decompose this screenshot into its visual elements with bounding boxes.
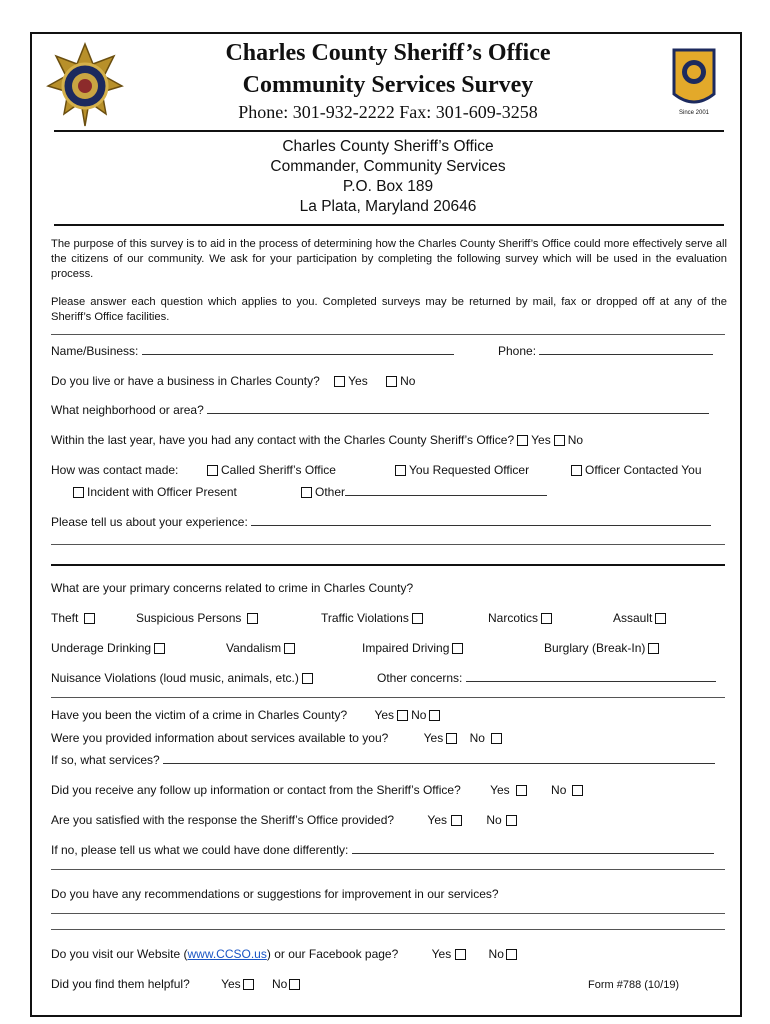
- website-yes-checkbox[interactable]: [455, 949, 466, 960]
- yes-label: Yes: [348, 374, 368, 388]
- no-label: No: [551, 783, 567, 797]
- follow-up-question: Did you receive any follow up information or contact from the Sheriff’s Office?: [51, 783, 461, 797]
- name-label: Name/Business:: [51, 344, 139, 358]
- yes-label: Yes: [531, 433, 551, 447]
- intro-paragraph: The purpose of this survey is to aid in the process of determining how the Charles County Sheriff’s Office could more effectively serve all the citizens of our community. We ask for your participation by completing the following survey which will be used in the evaluation process.: [51, 238, 727, 280]
- traffic-checkbox[interactable]: [412, 613, 423, 624]
- vandalism-checkbox[interactable]: [284, 643, 295, 654]
- followup-no-checkbox[interactable]: [572, 785, 583, 796]
- no-label: No: [567, 433, 584, 447]
- divider: [54, 224, 724, 226]
- divider: [51, 334, 725, 335]
- no-label: No: [469, 731, 485, 745]
- live-no-checkbox[interactable]: [386, 376, 397, 387]
- differently-line[interactable]: [51, 869, 725, 870]
- divider: [54, 130, 724, 132]
- satisfied-yes-checkbox[interactable]: [451, 815, 462, 826]
- experience-line[interactable]: [51, 544, 725, 545]
- concern-label: Assault: [613, 611, 653, 625]
- no-label: No: [486, 813, 502, 827]
- services-no-checkbox[interactable]: [491, 733, 502, 744]
- address-line-2: Commander, Community Services: [270, 158, 506, 175]
- yes-label: Yes: [423, 731, 444, 745]
- no-label: No: [400, 374, 416, 388]
- yes-label: Yes: [490, 783, 510, 797]
- phone-fax-line: Phone: 301-932-2222 Fax: 301-609-3258: [238, 102, 538, 122]
- other-checkbox[interactable]: [301, 487, 312, 498]
- called-checkbox[interactable]: [207, 465, 218, 476]
- victim-no-checkbox[interactable]: [429, 710, 440, 721]
- logo-caption: Since 2001: [678, 110, 710, 116]
- officer-contacted-checkbox[interactable]: [571, 465, 582, 476]
- experience-input[interactable]: [251, 515, 711, 526]
- live-question: Do you live or have a business in Charles County?: [51, 374, 320, 388]
- website-no-checkbox[interactable]: [506, 949, 517, 960]
- helpful-question: Did you find them helpful?: [51, 977, 190, 991]
- other-concerns-label: Other concerns:: [377, 671, 463, 685]
- helpful-yes-checkbox[interactable]: [243, 979, 254, 990]
- instructions-paragraph: Please answer each question which applies to you. Completed surveys may be returned by mail, fax or dropped off at any of the Sheriff’s Office facilities.: [51, 296, 727, 323]
- form-title-line2: Community Services Survey: [242, 72, 534, 98]
- what-services-input[interactable]: [163, 753, 715, 764]
- phone-input[interactable]: [539, 344, 713, 355]
- concern-label: Narcotics: [488, 611, 539, 625]
- website-question-end: ) or our Facebook page?: [266, 947, 399, 961]
- burglary-checkbox[interactable]: [648, 643, 659, 654]
- incident-label: Incident with Officer Present: [87, 485, 237, 499]
- concern-label: Traffic Violations: [321, 611, 409, 625]
- concern-label: Vandalism: [226, 641, 282, 655]
- services-info-question: Were you provided information about services available to you?: [51, 731, 389, 745]
- satisfied-no-checkbox[interactable]: [506, 815, 517, 826]
- assault-checkbox[interactable]: [655, 613, 666, 624]
- yes-label: Yes: [431, 947, 452, 961]
- other-concerns-input[interactable]: [466, 671, 716, 682]
- suspicious-persons-checkbox[interactable]: [247, 613, 258, 624]
- other-input[interactable]: [345, 485, 547, 496]
- differently-label: If no, please tell us what we could have done differently:: [51, 843, 349, 857]
- nuisance-label: Nuisance Violations (loud music, animals, etc.): [51, 671, 299, 685]
- nuisance-checkbox[interactable]: [302, 673, 313, 684]
- recommendations-line-2[interactable]: [51, 929, 725, 930]
- services-yes-checkbox[interactable]: [446, 733, 457, 744]
- website-question-start: Do you visit our Website (: [51, 947, 188, 961]
- requested-label: You Requested Officer: [409, 463, 530, 477]
- satisfied-question: Are you satisfied with the response the Sheriff’s Office provided?: [51, 813, 395, 827]
- concern-label: Burglary (Break-In): [544, 641, 646, 655]
- form-number: Form #788 (10/19): [588, 979, 680, 991]
- other-label: Other: [315, 485, 346, 499]
- yes-label: Yes: [374, 708, 395, 722]
- followup-yes-checkbox[interactable]: [516, 785, 527, 796]
- concern-label: Theft: [51, 611, 79, 625]
- narcotics-checkbox[interactable]: [541, 613, 552, 624]
- contact-no-checkbox[interactable]: [554, 435, 565, 446]
- concern-label: Impaired Driving: [362, 641, 450, 655]
- incident-checkbox[interactable]: [73, 487, 84, 498]
- survey-form: [30, 32, 742, 1017]
- address-line-3: P.O. Box 189: [342, 178, 434, 195]
- no-label: No: [488, 947, 504, 961]
- theft-checkbox[interactable]: [84, 613, 95, 624]
- yes-label: Yes: [427, 813, 447, 827]
- helpful-no-checkbox[interactable]: [289, 979, 300, 990]
- victim-question: Have you been the victim of a crime in Charles County?: [51, 708, 348, 722]
- differently-input[interactable]: [352, 843, 714, 854]
- concern-label: Suspicious Persons: [136, 611, 242, 625]
- neighborhood-label: What neighborhood or area?: [51, 403, 204, 417]
- underage-checkbox[interactable]: [154, 643, 165, 654]
- how-contact-label: How was contact made:: [51, 463, 179, 477]
- contact-yes-checkbox[interactable]: [517, 435, 528, 446]
- victim-yes-checkbox[interactable]: [397, 710, 408, 721]
- website-link[interactable]: www.CCSO.us: [187, 947, 267, 961]
- address-line-4: La Plata, Maryland 20646: [299, 198, 477, 215]
- phone-label: Phone:: [498, 344, 537, 358]
- requested-checkbox[interactable]: [395, 465, 406, 476]
- impaired-driving-checkbox[interactable]: [452, 643, 463, 654]
- no-label: No: [411, 708, 427, 722]
- neighborhood-input[interactable]: [207, 403, 709, 414]
- name-input[interactable]: [142, 344, 454, 355]
- contact-question: Within the last year, have you had any contact with the Charles County Sheriff’s Office?: [51, 433, 515, 447]
- concern-label: Underage Drinking: [51, 641, 152, 655]
- concerns-question: What are your primary concerns related to crime in Charles County?: [51, 581, 414, 595]
- called-label: Called Sheriff’s Office: [221, 463, 336, 477]
- no-label: No: [272, 977, 288, 991]
- live-yes-checkbox[interactable]: [334, 376, 345, 387]
- form-title-line1: Charles County Sheriff’s Office: [225, 40, 551, 66]
- recommendations-question: Do you have any recommendations or suggestions for improvement in our services?: [51, 887, 499, 901]
- experience-label: Please tell us about your experience:: [51, 515, 248, 529]
- yes-label: Yes: [221, 977, 241, 991]
- address-line-1: Charles County Sheriff’s Office: [282, 138, 494, 155]
- officer-contacted-label: Officer Contacted You: [585, 463, 702, 477]
- what-services-label: If so, what services?: [51, 753, 160, 767]
- divider: [51, 564, 725, 566]
- recommendations-line-1[interactable]: [51, 913, 725, 914]
- other-concerns-line[interactable]: [51, 697, 725, 698]
